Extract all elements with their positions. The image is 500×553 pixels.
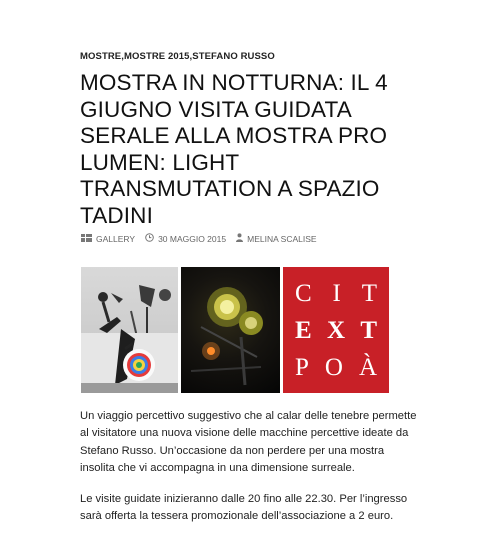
gallery-icon [81,234,92,244]
post-format[interactable] [81,234,135,244]
category-separator: , [189,51,193,62]
user-icon [236,233,243,244]
post-paragraph: Un viaggio percettivo suggestivo che al calar delle tenebre permette al visitatore una nuova visione delle macchine percettive ideate da Stefano Russo. Un’occasione da non perdere per una mostra insolita che vi accompagna in una dimensione surreale. [80,410,417,474]
post-paragraph: Le visite guidate inizieranno dalle 20 fino alle 22.30. Per l’ingresso sarà offerta la tessera promozionale dell’associazione a 2 euro. [80,493,408,523]
category-separator: , [121,51,124,62]
post-author[interactable] [236,233,316,244]
light-installation-illustration [181,267,280,393]
post-title[interactable]: MOSTRA IN NOTTURNA: IL 4 GIUGNO VISITA GUIDATA SERALE ALLA MOSTRA PRO LUMEN: LIGHT TRANSMUTATION A SPAZIO TADINI [80,70,388,228]
post-format-label: GALLERY [96,233,136,244]
post-date[interactable] [145,233,226,244]
logo-row-2: E X T [295,317,377,344]
post-date-label: 30 MAGGIO 2015 [158,233,227,244]
post-meta [81,233,327,244]
category-link-mostre-2015[interactable]: MOSTRE 2015 [124,51,190,62]
logo-row-1: C I T [295,280,377,307]
gallery-image-city-expo-logo[interactable] [283,267,389,393]
post-gallery [81,267,389,393]
category-link-stefano-russo[interactable]: STEFANO RUSSO [192,51,275,62]
gallery-image-light-installation[interactable] [181,267,280,393]
gallery-image-perceptive-machine[interactable] [81,267,178,393]
post-content [80,408,420,540]
logo-row-3: P O À [295,354,377,381]
machine-shadow-illustration [81,267,178,393]
clock-icon [145,233,154,244]
category-link-mostre[interactable]: MOSTRE [80,51,122,62]
post-author-label: MELINA SCALISE [247,233,317,244]
post-categories [80,51,275,62]
